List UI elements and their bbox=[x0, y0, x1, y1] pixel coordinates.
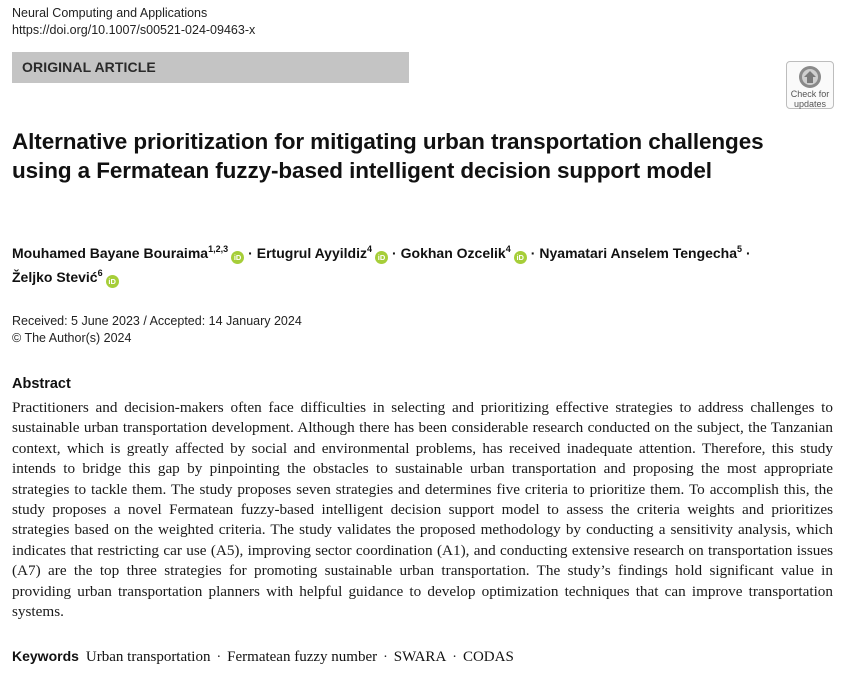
orcid-icon[interactable]: iD bbox=[106, 275, 119, 288]
author-name: Željko Stević bbox=[12, 269, 98, 285]
received-accepted: Received: 5 June 2023 / Accepted: 14 January 2024 bbox=[12, 314, 302, 328]
article-title: Alternative prioritization for mitigating urban transportation challenges using a Fermatean fuzzy-based intelligent decision support model bbox=[12, 129, 764, 183]
abstract-text: Practitioners and decision-makers often face difficulties in selecting and prioritizing effective strategies to address challenges to sustainable urban transportation development. Although there has been considerable research conducted on the subject, the Tanzanian context, which is greatly affected by social and environmental problems, has received inadequate attention. Therefore, this study intends to bridge this gap by pinpointing the obstacles to sustainable urban transportation and proposing the most appropriate strategies to tackle them. The study proposes seven strategies and determines five criteria to prioritize them. To accomplish this, the study proposes a novel Fermatean fuzzy-based intelligent decision support model to assess the criteria weights and prioritizes strategies based on the weighted criteria. The study validates the proposed methodology by conducting a sensitivity analysis, which indicates that restricting car use (A5), improving sector coordination (A1), and conducting extensive research on transportation issues (A7) are the top three strategies for promoting sustainable urban transportation. The study’s findings hold significant value in providing urban transportation planners with helpful guidance to develop optimization techniques that can improve transportation systems. bbox=[12, 399, 833, 621]
author-name: Mouhamed Bayane Bouraima bbox=[12, 245, 209, 261]
article-type: ORIGINAL ARTICLE bbox=[22, 59, 156, 75]
doi-link[interactable]: https://doi.org/10.1007/s00521-024-09463-x bbox=[12, 23, 256, 37]
author-affiliation: 1,2,3 bbox=[208, 244, 229, 254]
author-affiliation: 6 bbox=[97, 268, 103, 278]
author-name: Ertugrul Ayyildiz bbox=[256, 245, 367, 261]
author-affiliation: 4 bbox=[505, 244, 511, 254]
orcid-icon[interactable]: iD bbox=[514, 251, 527, 264]
keyword-separator: · bbox=[452, 650, 457, 665]
author-name: Nyamatari Anselem Tengecha bbox=[539, 245, 738, 261]
badge-line-2: updates bbox=[793, 99, 827, 109]
author-affiliation: 5 bbox=[737, 244, 743, 254]
author-list: Mouhamed Bayane Bouraima$^{1,2,3}$iD · Ertugrul Ayyildiz$^4$iD · Gokhan Ozcelik$^4$iD · Nyamatari Anselem Tengecha$^5$ · Željko Stević$^6$iD bbox=[12, 244, 751, 286]
publication-dates bbox=[12, 313, 302, 347]
keyword-separator: · bbox=[383, 650, 388, 665]
article-type-band bbox=[12, 52, 409, 83]
author-affiliation: 4 bbox=[366, 244, 372, 254]
check-for-updates-icon bbox=[798, 65, 822, 89]
keyword: CODAS bbox=[462, 649, 514, 665]
badge-line-1: Check for bbox=[790, 89, 830, 99]
keywords-label: Keywords bbox=[12, 648, 79, 664]
orcid-icon[interactable]: iD bbox=[375, 251, 388, 264]
journal-header bbox=[12, 5, 255, 39]
keyword: SWARA bbox=[393, 649, 447, 665]
copyright: © The Author(s) 2024 bbox=[12, 331, 132, 345]
journal-name: Neural Computing and Applications bbox=[12, 6, 208, 20]
keyword: Fermatean fuzzy number bbox=[227, 649, 378, 665]
orcid-icon[interactable]: iD bbox=[231, 251, 244, 264]
keyword-separator: · bbox=[216, 650, 222, 665]
check-for-updates-badge[interactable] bbox=[786, 61, 834, 109]
author-name: Gokhan Ozcelik bbox=[400, 245, 506, 261]
keywords-line bbox=[12, 646, 514, 668]
abstract-heading: Abstract bbox=[12, 376, 71, 392]
keyword: Urban transportation bbox=[85, 649, 211, 665]
